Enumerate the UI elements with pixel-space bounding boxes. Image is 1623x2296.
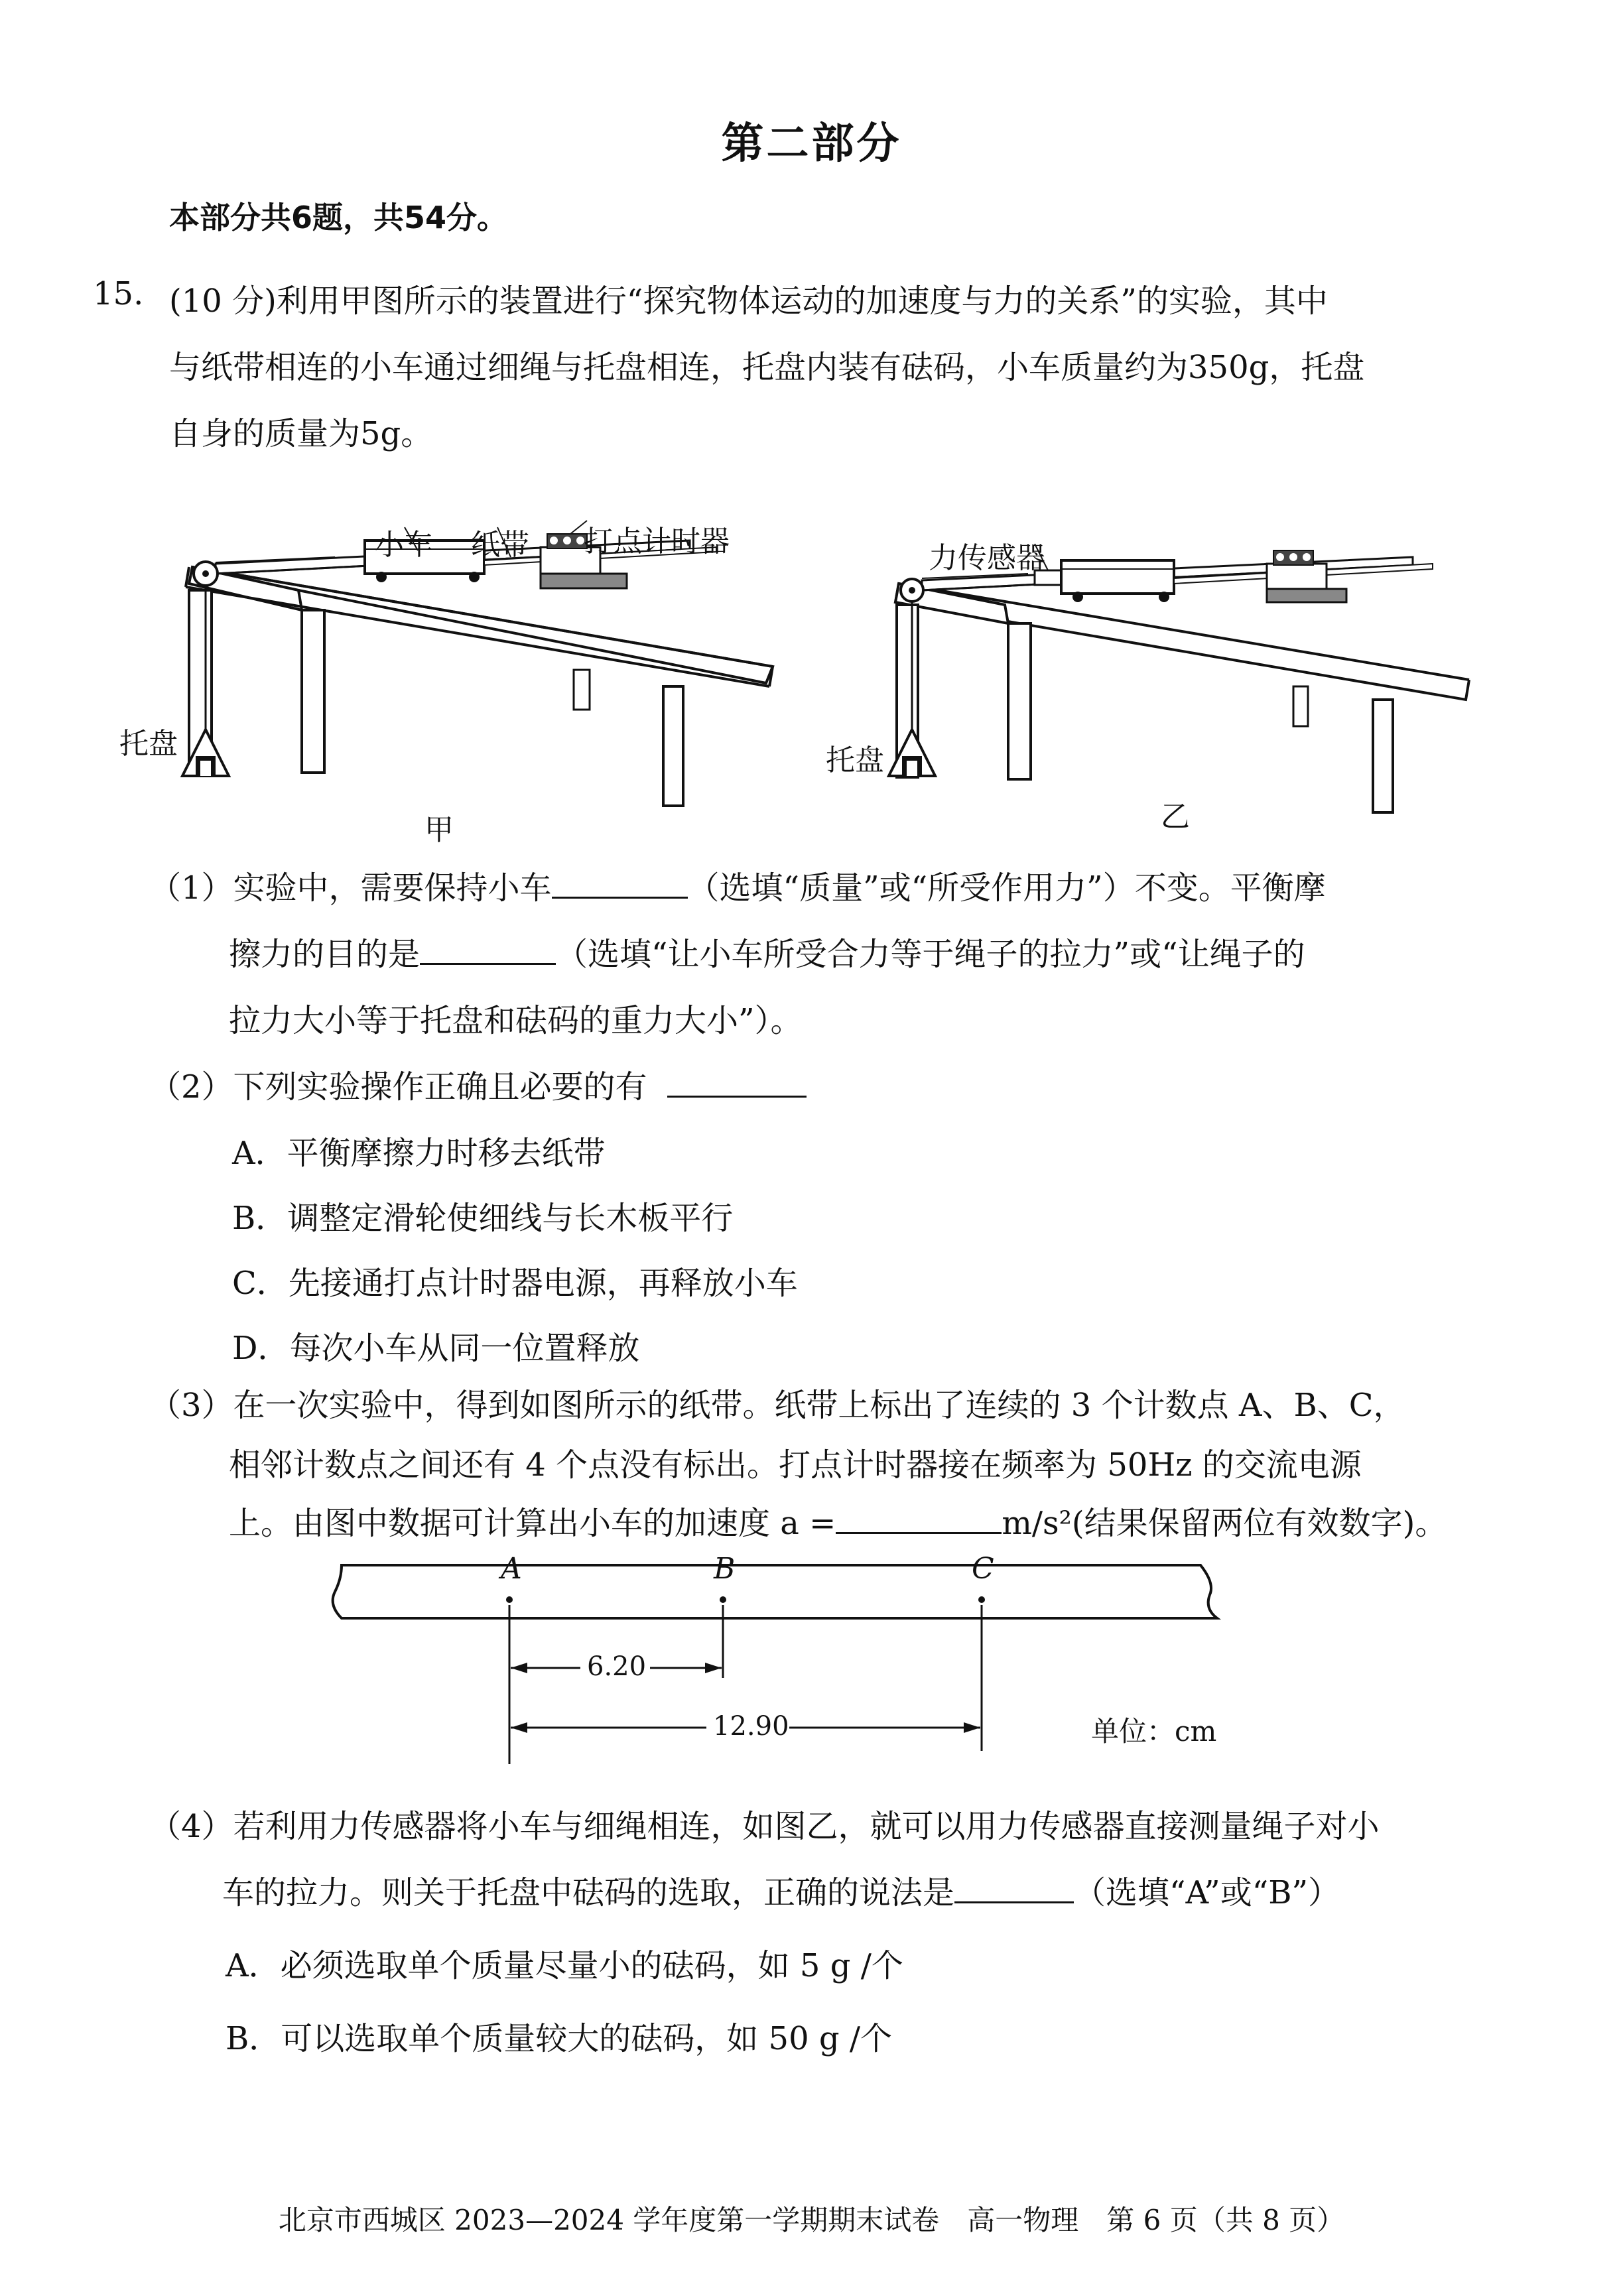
- part2-line: [149, 1061, 807, 1107]
- part1-after-blank1: （选填“质量”或“所受作用力”）不变。平衡摩: [687, 869, 1326, 907]
- part1-blank2[interactable]: [420, 936, 556, 965]
- part1-lead: （1）实验中，需要保持小车: [149, 869, 552, 907]
- part3-line3-lead: 上。由图中数据可计算出小车的加速度 a =: [229, 1505, 836, 1542]
- part4-option-b: B．可以选取单个质量较大的砝码，如 50 g /个: [226, 2020, 893, 2057]
- question-number: 15.: [93, 275, 144, 312]
- part2-lead: （2）下列实验操作正确且必要的有: [149, 1068, 647, 1106]
- figure-jia-label-timer: 打点计时器: [584, 525, 730, 558]
- tape-dist-ab: 6.20: [587, 1651, 647, 1682]
- part4-blank[interactable]: [954, 1875, 1074, 1903]
- part3-blank[interactable]: [836, 1505, 1002, 1534]
- part4-line2-tail: （选填“A”或“B”）: [1074, 1874, 1340, 1911]
- part4-line2-lead: 车的拉力。则关于托盘中砝码的选取，正确的说法是: [222, 1874, 955, 1911]
- question-stem-line-3: 自身的质量为5g。: [169, 415, 433, 452]
- part3-line1: （3）在一次实验中，得到如图所示的纸带。纸带上标出了连续的 3 个计数点 A、B、C，: [149, 1387, 1405, 1424]
- part2-option-b: B．调整定滑轮使细线与长木板平行: [232, 1200, 734, 1237]
- figure-yi-caption: 乙: [1161, 800, 1190, 834]
- tape-point-c: C: [972, 1552, 994, 1586]
- section-intro: 本部分共6题，共54分。: [169, 200, 508, 235]
- tape-point-a: A: [501, 1552, 522, 1586]
- part2-blank[interactable]: [667, 1069, 807, 1098]
- part2-option-d: D．每次小车从同一位置释放: [232, 1330, 640, 1367]
- part3-line2: 相邻计数点之间还有 4 个点没有标出。打点计时器接在频率为 50Hz 的交流电源: [229, 1446, 1362, 1484]
- tape-dist-ac: 12.90: [713, 1711, 789, 1742]
- part2-option-c: C．先接通打点计时器电源，再释放小车: [232, 1265, 798, 1302]
- part1-line1: [149, 862, 1326, 908]
- tape-point-b: B: [714, 1552, 736, 1586]
- part1-line2: [229, 928, 1305, 974]
- part1-blank1[interactable]: [552, 870, 688, 899]
- figure-jia-label-car: 小车: [375, 528, 433, 562]
- part4-option-a: A．必须选取单个质量尽量小的砝码，如 5 g /个: [226, 1947, 903, 1984]
- page-footer: 北京市西城区 2023—2024 学年度第一学期期末试卷 高一物理 第 6 页（共 8 页）: [278, 2204, 1345, 2236]
- part1-line2-lead: 擦力的目的是: [229, 936, 421, 973]
- part1-after-blank2: （选填“让小车所受合力等于绳子的拉力”或“让绳子的: [556, 936, 1305, 973]
- part1-line3: 拉力大小等于托盘和砝码的重力大小”）。: [229, 1002, 803, 1039]
- figure-jia-apparatus: [106, 511, 783, 842]
- figure-jia-caption: 甲: [424, 813, 454, 847]
- part4-line1: （4）若利用力传感器将小车与细绳相连，如图乙，就可以用力传感器直接测量绳子对小: [149, 1808, 1380, 1845]
- figure-yi-label-tray: 托盘: [826, 743, 884, 777]
- part3-tail: (结果保留两位有效数字)。: [1071, 1505, 1447, 1542]
- figure-yi-apparatus: [816, 531, 1479, 849]
- part4-line2: [222, 1867, 1340, 1913]
- question-stem-line-2: 与纸带相连的小车通过细绳与托盘相连，托盘内装有砝码，小车质量约为350g，托盘: [169, 349, 1365, 386]
- part3-unit: m/s²: [1002, 1505, 1072, 1542]
- figure-jia-label-tape: 纸带: [471, 528, 529, 562]
- section-title: 第二部分: [721, 119, 902, 168]
- figure-jia-label-tray: 托盘: [119, 727, 178, 761]
- tape-unit-label: 单位：cm: [1091, 1715, 1217, 1748]
- question-stem-line-1: (10 分)利用甲图所示的装置进行“探究物体运动的加速度与力的关系”的实验，其中: [169, 283, 1328, 320]
- figure-yi-label-sensor: 力传感器: [929, 541, 1045, 575]
- part3-line3: [229, 1498, 1447, 1543]
- part2-option-a: A．平衡摩擦力时移去纸带: [232, 1135, 606, 1172]
